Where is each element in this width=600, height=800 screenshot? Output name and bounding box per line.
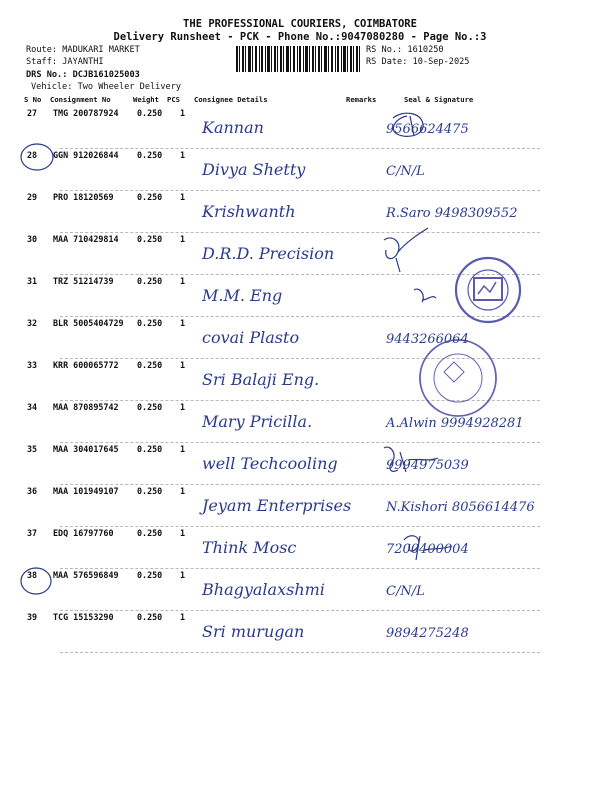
row-sno: 39 bbox=[27, 612, 38, 622]
col-remarks: Remarks bbox=[346, 95, 377, 104]
row-consignment-no: BLR 5005404729 bbox=[53, 318, 124, 328]
row-signature-text: 9566624475 bbox=[386, 122, 469, 137]
row-signature-text: 9443266064 bbox=[386, 332, 469, 347]
row-consignment-no: MAA 870895742 bbox=[53, 402, 119, 412]
row-pcs: 1 bbox=[180, 402, 186, 412]
row-consignee-name: Jeyam Enterprises bbox=[202, 496, 352, 515]
row-divider bbox=[60, 652, 540, 653]
row-pcs: 1 bbox=[180, 570, 186, 580]
row-pcs: 1 bbox=[180, 318, 186, 328]
row-consignee-name: Think Mosc bbox=[202, 538, 297, 557]
col-weight: Weight bbox=[133, 95, 159, 104]
row-pcs: 1 bbox=[180, 192, 186, 202]
row-sno: 33 bbox=[27, 360, 38, 370]
barcode bbox=[236, 46, 360, 72]
route-label: Route: MADUKARI MARKET bbox=[26, 45, 140, 55]
row-weight: 0.250 bbox=[137, 192, 163, 202]
row-sno: 35 bbox=[27, 444, 38, 454]
seal-stamp-top bbox=[456, 258, 520, 322]
row-divider bbox=[60, 316, 540, 317]
row-weight: 0.250 bbox=[137, 528, 163, 538]
signature-31 bbox=[414, 289, 436, 302]
row-consignee-name: Sri Balaji Eng. bbox=[202, 370, 320, 389]
row-divider bbox=[60, 526, 540, 527]
row-consignee-name: Kannan bbox=[202, 118, 264, 137]
row-sno: 29 bbox=[27, 192, 38, 202]
row-consignee-name: well Techcooling bbox=[202, 454, 338, 473]
row-sno: 30 bbox=[27, 234, 38, 244]
row-weight: 0.250 bbox=[137, 108, 163, 118]
row-consignment-no: PRO 18120569 bbox=[53, 192, 114, 202]
row-weight: 0.250 bbox=[137, 276, 163, 286]
row-pcs: 1 bbox=[180, 108, 186, 118]
signature-30 bbox=[384, 228, 428, 272]
row-sno: 36 bbox=[27, 486, 38, 496]
row-consignment-no: TMG 200787924 bbox=[53, 108, 119, 118]
row-pcs: 1 bbox=[180, 276, 186, 286]
row-divider bbox=[60, 442, 540, 443]
row-signature-text: 9994975039 bbox=[386, 458, 469, 473]
col-pcs: PCS bbox=[167, 95, 180, 104]
seal-stamp-middle bbox=[420, 340, 496, 416]
row-weight: 0.250 bbox=[137, 402, 163, 412]
row-weight: 0.250 bbox=[137, 486, 163, 496]
row-consignment-no: MAA 101949107 bbox=[53, 486, 119, 496]
row-sno: 37 bbox=[27, 528, 38, 538]
row-weight: 0.250 bbox=[137, 444, 163, 454]
staff-label: Staff: JAYANTHI bbox=[26, 57, 104, 67]
row-consignment-no: MAA 576596849 bbox=[53, 570, 119, 580]
row-consignee-name: Divya Shetty bbox=[202, 160, 306, 179]
row-consignee-name: covai Plasto bbox=[202, 328, 300, 347]
row-consignee-name: Mary Pricilla. bbox=[202, 412, 313, 431]
company-title: THE PROFESSIONAL COURIERS, COIMBATORE bbox=[183, 18, 417, 30]
row-pcs: 1 bbox=[180, 360, 186, 370]
row-pcs: 1 bbox=[180, 486, 186, 496]
row-consignment-no: TCG 15153290 bbox=[53, 612, 114, 622]
col-sno: S No bbox=[24, 95, 42, 104]
row-signature-text: 7200400004 bbox=[386, 542, 469, 557]
drs-number: DRS No.: DCJB161025003 bbox=[26, 70, 140, 80]
row-pcs: 1 bbox=[180, 444, 186, 454]
row-consignee-name: M.M. Eng bbox=[202, 286, 283, 305]
row-sno: 32 bbox=[27, 318, 38, 328]
row-weight: 0.250 bbox=[137, 234, 163, 244]
row-divider bbox=[60, 148, 540, 149]
row-sno: 38 bbox=[27, 570, 38, 580]
runsheet-title: Delivery Runsheet - PCK - Phone No.:9047080280 - Page No.:3 bbox=[113, 31, 487, 43]
row-weight: 0.250 bbox=[137, 360, 163, 370]
row-divider bbox=[60, 568, 540, 569]
row-consignment-no: KRR 600065772 bbox=[53, 360, 119, 370]
row-signature-text: N.Kishori 8056614476 bbox=[386, 500, 535, 515]
row-consignment-no: TRZ 51214739 bbox=[53, 276, 114, 286]
col-consignee: Consignee Details bbox=[194, 95, 268, 104]
row-consignment-no: GGN 912026844 bbox=[53, 150, 119, 160]
row-sno: 27 bbox=[27, 108, 38, 118]
row-pcs: 1 bbox=[180, 150, 186, 160]
row-divider bbox=[60, 610, 540, 611]
row-pcs: 1 bbox=[180, 528, 186, 538]
row-consignee-name: Bhagyalaxshmi bbox=[202, 580, 325, 599]
row-divider bbox=[60, 274, 540, 275]
rs-number: RS No.: 1610250 bbox=[366, 45, 444, 55]
row-pcs: 1 bbox=[180, 612, 186, 622]
row-signature-text: C/N/L bbox=[386, 584, 425, 599]
row-consignment-no: MAA 304017645 bbox=[53, 444, 119, 454]
row-divider bbox=[60, 190, 540, 191]
row-divider bbox=[60, 484, 540, 485]
row-sno: 28 bbox=[27, 150, 38, 160]
row-consignee-name: Sri murugan bbox=[202, 622, 305, 641]
column-header-row bbox=[24, 95, 598, 105]
col-seal: Seal & Signature bbox=[404, 95, 474, 104]
col-consignment: Consignment No bbox=[50, 95, 111, 104]
row-signature-text: R.Saro 9498309552 bbox=[386, 206, 518, 221]
row-signature-text: C/N/L bbox=[386, 164, 425, 179]
vehicle-label: Vehicle: Two Wheeler Delivery bbox=[31, 82, 182, 92]
row-sno: 31 bbox=[27, 276, 38, 286]
row-weight: 0.250 bbox=[137, 150, 163, 160]
row-signature-text: A.Alwin 9994928281 bbox=[386, 416, 524, 431]
row-consignee-name: Krishwanth bbox=[202, 202, 296, 221]
row-weight: 0.250 bbox=[137, 318, 163, 328]
row-consignee-name: D.R.D. Precision bbox=[202, 244, 335, 263]
row-weight: 0.250 bbox=[137, 570, 163, 580]
row-divider bbox=[60, 400, 540, 401]
rs-date: RS Date: 10-Sep-2025 bbox=[366, 57, 470, 67]
row-consignment-no: MAA 710429814 bbox=[53, 234, 119, 244]
row-consignment-no: EDQ 16797760 bbox=[53, 528, 114, 538]
row-pcs: 1 bbox=[180, 234, 186, 244]
row-divider bbox=[60, 232, 540, 233]
row-divider bbox=[60, 358, 540, 359]
row-sno: 34 bbox=[27, 402, 38, 412]
row-signature-text: 9894275248 bbox=[386, 626, 469, 641]
row-weight: 0.250 bbox=[137, 612, 163, 622]
